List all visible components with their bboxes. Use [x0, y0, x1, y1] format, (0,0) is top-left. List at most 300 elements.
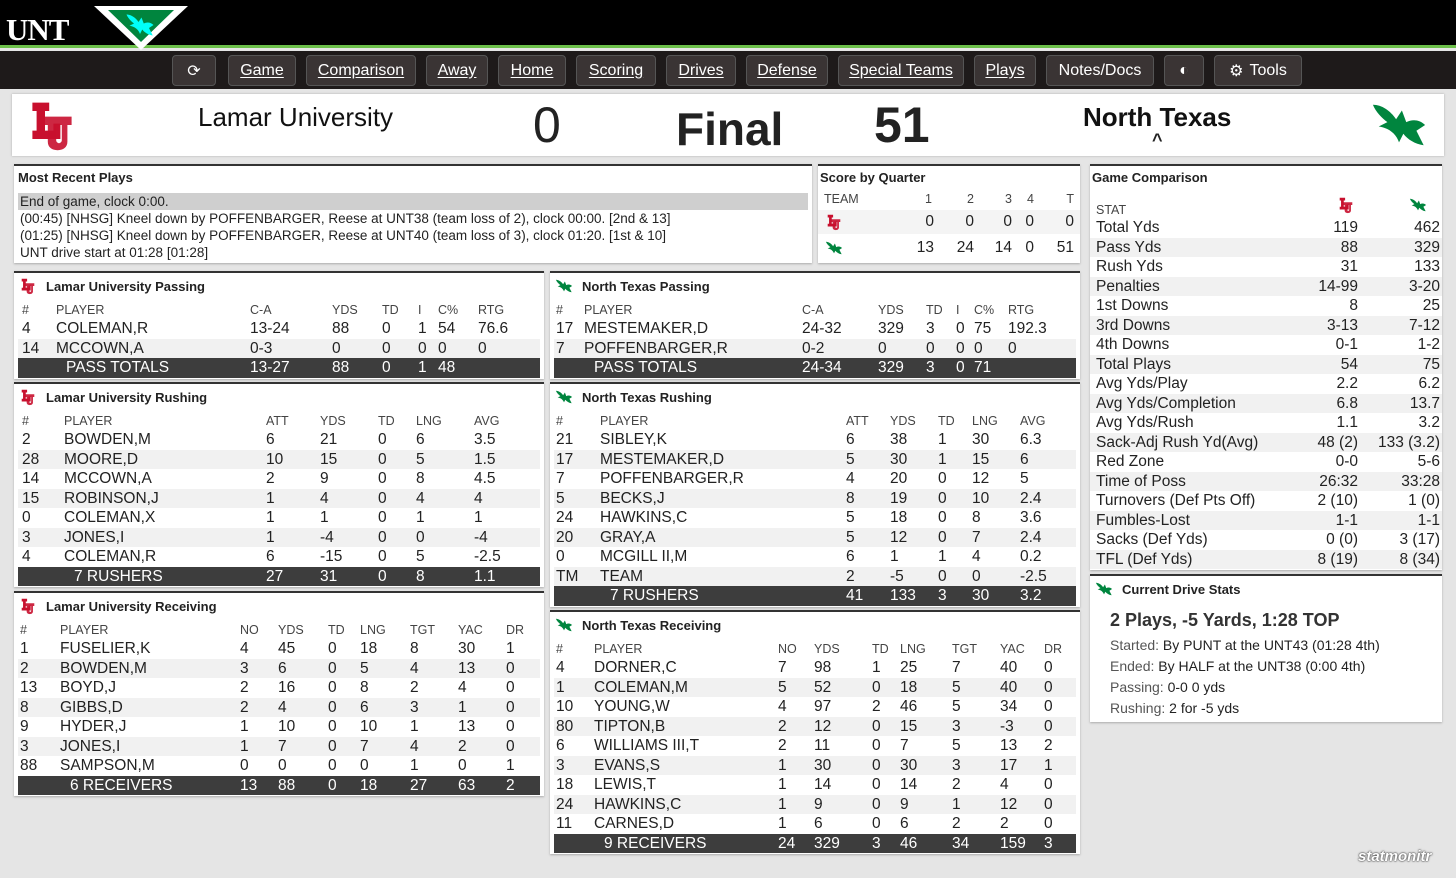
- nav-special-teams[interactable]: Special Teams: [838, 55, 964, 86]
- stat-label: Pass Yds: [1096, 238, 1162, 256]
- game-comparison-panel: [1090, 164, 1442, 570]
- table-cell: 6: [556, 737, 565, 754]
- table-row: [18, 698, 540, 718]
- table-cell: 7: [556, 339, 565, 357]
- home-stat: 3-20: [1408, 277, 1440, 295]
- comparison-row: [1090, 452, 1442, 472]
- table-cell: DORNER,C: [594, 659, 677, 676]
- table-cell: 0: [378, 548, 387, 565]
- table-cell: 0: [938, 509, 947, 526]
- table-title: North Texas Receiving: [554, 616, 721, 634]
- table-cell: 0: [956, 339, 965, 357]
- table-cell: FUSELIER,K: [60, 640, 151, 657]
- score-by-quarter-title: Score by Quarter: [820, 170, 926, 185]
- table-cell: 14: [900, 776, 918, 793]
- table-cell: 10: [972, 489, 990, 507]
- table-cell: 0: [506, 718, 515, 735]
- home-stat: 33:28: [1401, 472, 1440, 490]
- table-row: [554, 678, 1076, 698]
- table-cell: 0: [378, 450, 387, 468]
- table-cell: 2: [506, 776, 515, 794]
- table-cell: 1: [778, 756, 787, 774]
- table-cell: 11: [814, 737, 831, 754]
- table-cell: 3.6: [1020, 509, 1042, 526]
- table-cell: 0: [378, 567, 387, 585]
- nav-notes-docs[interactable]: Notes/Docs: [1046, 55, 1154, 86]
- table-cell: 27: [266, 567, 284, 585]
- table-cell: COLEMAN,R: [56, 320, 149, 337]
- totals-row: [18, 567, 540, 587]
- quarter-row-lamar: 0 0 0 0 0: [818, 210, 1080, 234]
- table-cell: 0: [956, 359, 965, 376]
- table-cell: 76.6: [478, 320, 509, 337]
- table-cell: 0: [22, 509, 31, 526]
- column-header: #: [556, 303, 563, 317]
- table-cell: 1: [474, 509, 483, 526]
- nav-drives[interactable]: Drives: [666, 55, 736, 86]
- table-row: [554, 795, 1076, 815]
- table-cell: 0: [328, 776, 337, 794]
- home-stat: 3 (17): [1399, 531, 1440, 548]
- drive-ended: Ended: By HALF at the UNT38 (0:00 4th): [1110, 658, 1366, 674]
- column-header: #: [22, 303, 29, 317]
- game-status: Final: [676, 103, 784, 155]
- table-row: [18, 508, 540, 528]
- table-cell: 2: [266, 470, 275, 487]
- column-header: I: [956, 303, 960, 317]
- table-cell: 13-27: [250, 359, 290, 376]
- home-stat: 133: [1414, 258, 1440, 275]
- table-cell: 6: [900, 815, 909, 832]
- table-cell: 3: [410, 698, 419, 716]
- home-stat: 25: [1422, 297, 1440, 314]
- table-cell: 0: [506, 659, 515, 677]
- current-drive-title: Current Drive Stats: [1094, 580, 1240, 598]
- table-cell: 0: [378, 509, 387, 526]
- table-cell: 6: [814, 815, 823, 832]
- table-cell: 40: [1000, 659, 1018, 676]
- table-cell: 9: [320, 470, 329, 487]
- table-cell: 0: [506, 698, 515, 716]
- table-cell: 48: [438, 359, 456, 376]
- table-cell: 8: [416, 567, 425, 585]
- table-cell: 3: [952, 756, 961, 774]
- table-cell: 6.3: [1020, 431, 1042, 448]
- tools-button[interactable]: ⚙ Tools: [1214, 55, 1302, 86]
- table-cell: 1: [872, 659, 881, 676]
- column-header: ATT: [846, 414, 869, 428]
- table-cell: 30: [900, 756, 918, 774]
- comparison-row: [1090, 413, 1442, 433]
- table-title: North Texas Passing: [554, 277, 710, 295]
- home-stat: 462: [1414, 219, 1440, 236]
- table-cell: 0: [1008, 339, 1017, 357]
- table-cell: 0: [328, 718, 337, 735]
- table-cell: 45: [278, 640, 296, 657]
- table-cell: 0: [458, 757, 467, 774]
- table-cell: 3: [938, 587, 947, 604]
- table-cell: 0: [872, 776, 881, 793]
- nav-bar: [0, 51, 1456, 89]
- table-cell: 6: [416, 431, 425, 448]
- table-cell: 6: [278, 659, 287, 677]
- table-cell: 10: [278, 718, 296, 735]
- table-cell: 0: [278, 757, 287, 774]
- table-cell: 0.2: [1020, 548, 1042, 565]
- table-title: North Texas Rushing: [554, 388, 712, 406]
- away-stat: 26:32: [1319, 472, 1358, 490]
- column-header: YAC: [458, 623, 483, 637]
- stat-label: Avg Yds/Rush: [1096, 414, 1194, 431]
- table-cell: 1: [1044, 756, 1053, 774]
- column-header: YDS: [320, 414, 346, 428]
- table-cell: COLEMAN,R: [64, 548, 157, 565]
- table-cell: 4: [320, 489, 329, 507]
- table-cell: 0: [240, 757, 249, 774]
- table-row: [554, 528, 1076, 548]
- north-texas-logo: [554, 388, 574, 406]
- table-cell: 3: [240, 659, 249, 677]
- table-cell: 1.5: [474, 450, 496, 468]
- table-cell: YOUNG,W: [594, 698, 670, 715]
- stat-label: 1st Downs: [1096, 297, 1169, 314]
- table-header: [18, 299, 540, 319]
- comparison-header: STAT: [1090, 194, 1442, 214]
- column-header: YAC: [1000, 642, 1025, 656]
- stat-label: Turnovers (Def Pts Off): [1096, 492, 1256, 509]
- home-stat: 5-6: [1417, 453, 1440, 470]
- table-cell: 8: [972, 509, 981, 526]
- table-row: [18, 489, 540, 509]
- table-cell: TIPTON,B: [594, 717, 666, 735]
- comparison-row: [1090, 335, 1442, 355]
- away-stat: 0 (0): [1326, 531, 1358, 548]
- table-cell: 18: [890, 509, 908, 526]
- table-cell: 75: [974, 320, 992, 337]
- table-cell: MCGILL II,M: [600, 548, 688, 565]
- away-team-name: Lamar University: [198, 102, 394, 132]
- table-cell: LEWIS,T: [594, 776, 657, 793]
- column-header: LNG: [972, 414, 998, 428]
- table-cell: 0: [332, 339, 341, 357]
- stat-label: 4th Downs: [1096, 336, 1170, 353]
- table-row: [554, 489, 1076, 509]
- table-cell: 8: [410, 640, 419, 657]
- table-cell: SAMPSON,M: [60, 757, 155, 774]
- table-cell: 6: [1020, 450, 1029, 468]
- table-row: [554, 736, 1076, 756]
- table-cell: 6: [266, 548, 275, 565]
- table-cell: 1: [320, 509, 329, 526]
- table-cell: 1: [938, 548, 947, 565]
- table-cell: 24-32: [802, 320, 842, 337]
- lamar-logo: [1336, 196, 1356, 214]
- table-cell: 0: [938, 528, 947, 546]
- north-texas-logo: [554, 277, 574, 295]
- table-cell: 10: [266, 450, 284, 468]
- table-cell: EVANS,S: [594, 756, 661, 774]
- column-header: C%: [438, 303, 459, 317]
- away-stat: 1.1: [1336, 414, 1358, 431]
- table-cell: 6 RECEIVERS: [70, 776, 173, 794]
- table-cell: 0: [1044, 659, 1053, 676]
- table-cell: HAWKINS,C: [594, 795, 682, 813]
- table-cell: PASS TOTALS: [66, 359, 170, 376]
- table-cell: 13: [20, 679, 38, 696]
- table-cell: 17: [556, 450, 574, 468]
- table-cell: 9: [814, 795, 823, 813]
- table-cell: 0: [506, 679, 515, 696]
- table-cell: 0: [382, 359, 391, 376]
- away-stat: 14-99: [1318, 277, 1358, 295]
- table-cell: 0: [382, 339, 391, 357]
- comparison-row: [1090, 472, 1442, 492]
- table-cell: 1: [418, 320, 427, 337]
- table-cell: 14: [22, 470, 40, 487]
- table-row: [18, 547, 540, 567]
- table-cell: HAWKINS,C: [600, 509, 688, 526]
- away-stat: 48 (2): [1317, 433, 1358, 451]
- table-cell: 88: [332, 359, 350, 376]
- play-item[interactable]: UNT drive start at 01:28 [01:28]: [20, 245, 209, 260]
- table-cell: 2: [22, 431, 31, 448]
- table-cell: -2.5: [1020, 567, 1047, 585]
- column-header: LNG: [360, 623, 386, 637]
- table-cell: 5: [846, 528, 855, 546]
- comparison-row: [1090, 355, 1442, 375]
- stat-label: Rush Yds: [1096, 258, 1163, 275]
- away-stat: 119: [1333, 219, 1358, 236]
- table-cell: 7 RUSHERS: [610, 587, 699, 604]
- table-cell: 1: [458, 698, 467, 716]
- away-stat: 3-13: [1326, 316, 1358, 334]
- column-header: YDS: [278, 623, 304, 637]
- nav-away[interactable]: Away: [426, 55, 488, 86]
- table-cell: 0: [972, 567, 981, 585]
- theme-toggle-button[interactable]: [1164, 55, 1204, 86]
- table-cell: 5: [846, 450, 855, 468]
- table-row: [554, 430, 1076, 450]
- table-cell: 0: [328, 679, 337, 696]
- nav-home[interactable]: Home: [498, 55, 566, 86]
- table-cell: 2.4: [1020, 528, 1042, 546]
- totals-row: [554, 358, 1076, 378]
- comparison-row: [1090, 374, 1442, 394]
- table-cell: 14: [22, 339, 40, 357]
- table-cell: 329: [814, 834, 840, 852]
- table-cell: 1.1: [474, 567, 496, 585]
- table-row: [554, 717, 1076, 737]
- table-cell: 0: [378, 528, 387, 546]
- table-cell: 1: [890, 548, 899, 565]
- table-cell: 21: [320, 431, 338, 448]
- stat-label: Time of Poss: [1096, 472, 1186, 490]
- unt-eagle-logo: [94, 6, 188, 50]
- home-stat: 1-2: [1417, 336, 1440, 353]
- column-header: RTG: [478, 303, 505, 317]
- away-stat: 0-0: [1335, 453, 1358, 470]
- table-cell: 4: [240, 640, 249, 657]
- home-stat: 75: [1422, 355, 1440, 373]
- table-cell: 5: [556, 489, 565, 507]
- table-cell: 0: [382, 320, 391, 337]
- table-cell: 0: [926, 339, 935, 357]
- table-cell: 6: [846, 548, 855, 565]
- table-cell: 4: [278, 698, 287, 716]
- column-header: TD: [378, 414, 395, 428]
- table-cell: BECKS,J: [600, 489, 665, 507]
- table-cell: 1: [240, 718, 249, 735]
- table-cell: 7 RUSHERS: [74, 567, 163, 585]
- play-item[interactable]: End of game, clock 0:00.: [18, 193, 808, 210]
- stat-label: Sack-Adj Rush Yd(Avg): [1096, 433, 1259, 451]
- table-cell: 2: [952, 815, 961, 832]
- table-cell: 2: [1000, 815, 1009, 832]
- table-cell: 41: [846, 587, 864, 604]
- table-cell: 6: [266, 431, 275, 448]
- gear-icon: ⚙: [1229, 62, 1244, 80]
- table-cell: 1: [506, 640, 515, 657]
- table-cell: 5: [952, 698, 961, 715]
- table-cell: 1: [938, 431, 947, 448]
- table-cell: 5: [360, 659, 369, 677]
- table-cell: 4: [22, 320, 31, 337]
- table-cell: 0: [328, 757, 337, 774]
- table-header: [554, 638, 1076, 658]
- play-item[interactable]: (01:25) [NHSG] Kneel down by POFFENBARGER, Reese at UNT40 (team loss of 3), clock 01:20. [1st & 10]: [20, 228, 667, 243]
- table-cell: 12: [1000, 795, 1018, 813]
- home-stat: 6.2: [1418, 375, 1440, 392]
- table-cell: 3: [926, 359, 935, 376]
- away-stat: 6.8: [1336, 394, 1358, 412]
- column-header: TD: [328, 623, 345, 637]
- table-row: [554, 567, 1076, 587]
- nav-plays[interactable]: Plays: [974, 55, 1036, 86]
- table-header: [554, 299, 1076, 319]
- table-cell: COLEMAN,X: [64, 509, 156, 526]
- table-cell: 14: [814, 776, 832, 793]
- column-header: TD: [382, 303, 399, 317]
- table-cell: 4: [410, 737, 419, 755]
- table-cell: 0-2: [802, 339, 825, 357]
- table-cell: 0: [556, 548, 565, 565]
- table-cell: 5: [416, 548, 425, 565]
- table-cell: 15: [22, 489, 40, 507]
- table-cell: 5: [416, 450, 425, 468]
- column-header: TGT: [952, 642, 977, 656]
- table-cell: MCCOWN,A: [64, 470, 152, 487]
- stat-label: Avg Yds/Completion: [1096, 394, 1236, 412]
- home-stat: 3.2: [1418, 414, 1440, 431]
- play-item[interactable]: (00:45) [NHSG] Kneel down by POFFENBARGER, Reese at UNT38 (team loss of 2), clock 00:00. [2nd & 13]: [20, 211, 671, 226]
- table-row: [18, 737, 540, 757]
- table-cell: 24: [778, 834, 796, 852]
- nav-scoring[interactable]: Scoring: [576, 55, 656, 86]
- table-cell: 0: [378, 431, 387, 448]
- nav-defense[interactable]: Defense: [746, 55, 828, 86]
- table-cell: 7: [778, 659, 787, 676]
- column-header: PLAYER: [594, 642, 643, 656]
- table-cell: 16: [278, 679, 296, 696]
- quarter-header: TEAM 1 2 3 4 T: [824, 192, 1074, 206]
- table-cell: 4: [778, 698, 787, 715]
- table-cell: 17: [1000, 756, 1018, 774]
- stat-label: Fumbles-Lost: [1096, 511, 1190, 529]
- table-row: [18, 659, 540, 679]
- refresh-button[interactable]: [172, 55, 216, 86]
- table-cell: 6: [846, 431, 855, 448]
- table-title: Lamar University Passing: [18, 277, 205, 295]
- table-cell: 3: [1044, 834, 1053, 852]
- table-cell: 0: [956, 320, 965, 337]
- table-cell: MCCOWN,A: [56, 339, 144, 357]
- table-cell: 1: [240, 737, 249, 755]
- column-header: C-A: [250, 303, 272, 317]
- table-cell: 40: [1000, 678, 1018, 696]
- table-cell: 52: [814, 678, 832, 696]
- table-cell: 2.4: [1020, 489, 1042, 507]
- table-cell: 1: [506, 757, 515, 774]
- table-cell: 15: [320, 450, 338, 468]
- recent-plays-title: Most Recent Plays: [18, 170, 133, 185]
- table-cell: 30: [458, 640, 476, 657]
- table-cell: 38: [890, 431, 908, 448]
- table-cell: WILLIAMS III,T: [594, 737, 700, 754]
- table-cell: 13-24: [250, 320, 290, 337]
- table-cell: 15: [900, 717, 918, 735]
- column-header: PLAYER: [64, 414, 113, 428]
- table-cell: 0-3: [250, 339, 273, 357]
- table-cell: JONES,I: [60, 737, 121, 755]
- recent-plays-panel: [14, 164, 812, 263]
- table-cell: 3: [952, 717, 961, 735]
- table-cell: 1: [778, 795, 787, 813]
- comparison-row: [1090, 550, 1442, 570]
- north-texas-rushing-panel: [550, 382, 1080, 607]
- table-cell: 2: [410, 679, 419, 696]
- table-row: [18, 319, 540, 339]
- table-cell: 46: [900, 834, 918, 852]
- nav-game[interactable]: Game: [228, 55, 296, 86]
- column-header: AVG: [474, 414, 500, 428]
- table-cell: 1: [556, 678, 565, 696]
- table-row: [18, 430, 540, 450]
- comparison-row: [1090, 296, 1442, 316]
- table-cell: 2: [20, 659, 29, 677]
- table-cell: 2: [872, 698, 881, 715]
- drive-passing: Passing: 0-0 0 yds: [1110, 679, 1226, 695]
- table-cell: 20: [890, 470, 908, 487]
- column-header: PLAYER: [600, 414, 649, 428]
- table-row: [554, 319, 1076, 339]
- table-cell: 10: [360, 718, 378, 735]
- table-cell: 0: [1044, 698, 1053, 715]
- table-row: [554, 697, 1076, 717]
- away-stat: 1-1: [1335, 511, 1358, 529]
- nav-comparison[interactable]: Comparison: [306, 55, 416, 86]
- current-drive-panel: [1090, 574, 1442, 722]
- table-cell: ROBINSON,J: [64, 489, 159, 507]
- table-cell: 5: [952, 737, 961, 754]
- column-header: #: [20, 623, 27, 637]
- table-cell: 0: [1044, 795, 1053, 813]
- table-row: [18, 756, 540, 776]
- away-stat: 2 (10): [1317, 492, 1358, 509]
- unt-wordmark: UNT: [6, 12, 69, 47]
- north-texas-logo: [1408, 196, 1428, 214]
- column-header: TD: [926, 303, 943, 317]
- table-cell: 7: [900, 737, 909, 754]
